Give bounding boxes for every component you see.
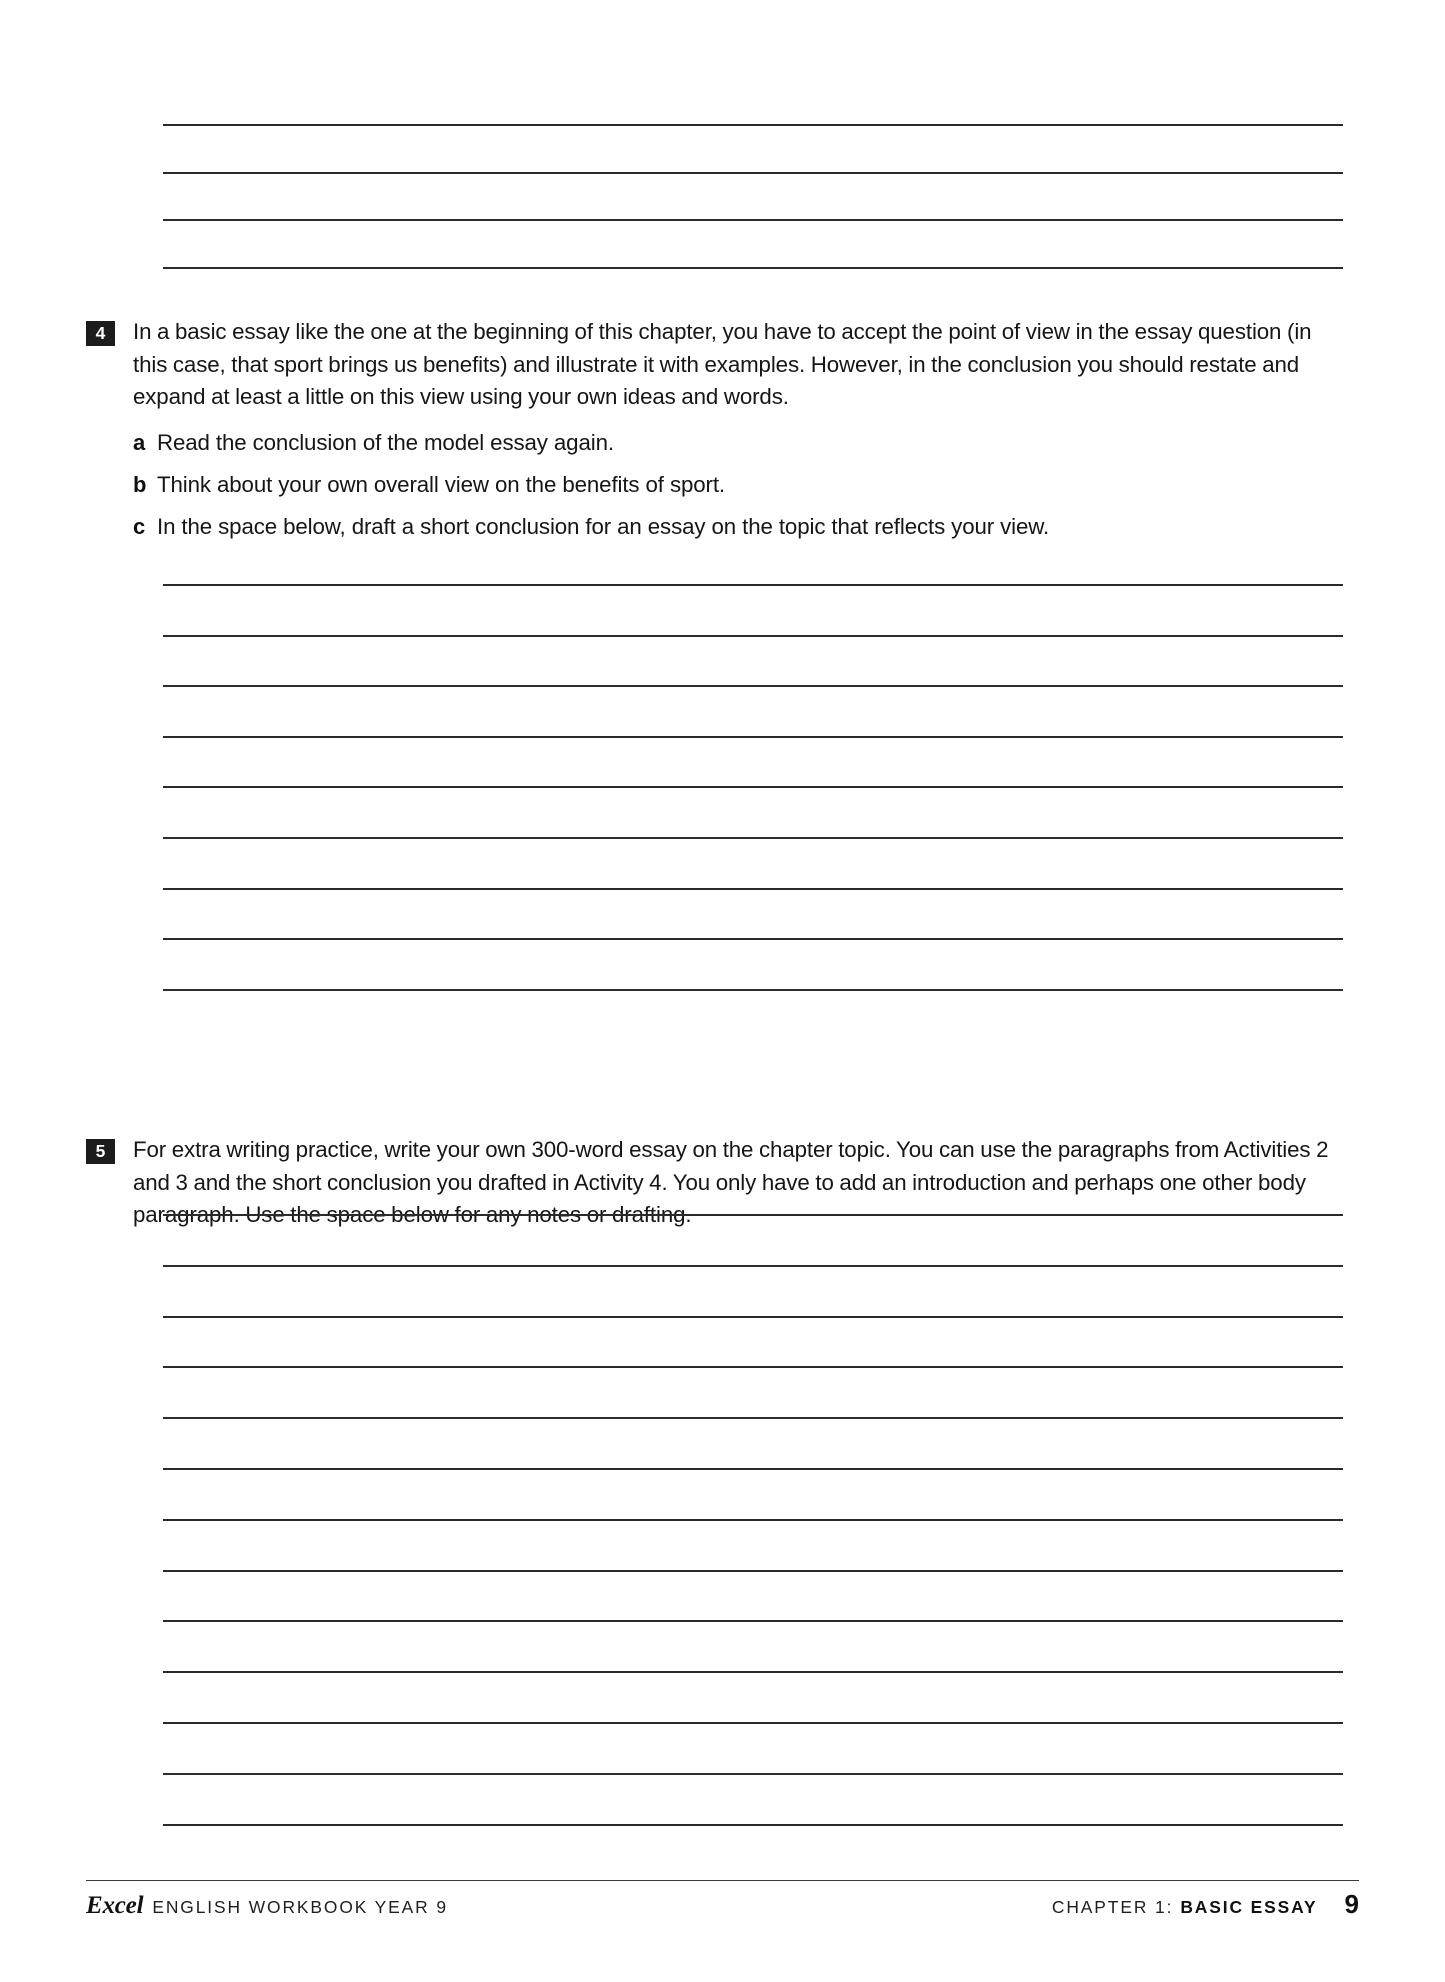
answer-line[interactable] [163, 1824, 1343, 1826]
subitem-letter: c [133, 513, 146, 539]
subitem-text: In the space below, draft a short conclusion for an essay on the topic that reflects your view. [157, 513, 1050, 539]
answer-line[interactable] [163, 1570, 1343, 1572]
activity-number-badge: 4 [86, 321, 115, 346]
footer-content [86, 1889, 1359, 1920]
list-item [133, 511, 1343, 542]
answer-line[interactable] [163, 1316, 1343, 1318]
answer-line[interactable] [163, 267, 1343, 269]
series-title: ENGLISH WORKBOOK YEAR 9 [152, 1897, 448, 1917]
answer-line[interactable] [163, 1519, 1343, 1521]
activity-4-instruction: In a basic essay like the one at the beginning of this chapter, you have to accept the point of view in the essay question (in this case, that sport brings us benefits) and illustrate it with examples. However, in the conclusion you should restate and expand at least a little on this view using your own ideas and words. [133, 319, 1312, 410]
list-item [133, 469, 1343, 500]
footer-divider [86, 1880, 1359, 1881]
answer-lines-activity-5[interactable] [163, 1214, 1343, 1874]
page-footer [86, 1880, 1359, 1940]
answer-line[interactable] [163, 786, 1343, 788]
answer-line[interactable] [163, 635, 1343, 637]
activity-4-header [86, 316, 1343, 414]
answer-line[interactable] [163, 584, 1343, 586]
activity-number-badge: 5 [86, 1139, 115, 1164]
brand-logo: Excel [86, 1892, 144, 1919]
answer-line[interactable] [163, 989, 1343, 991]
activity-5-instruction: For extra writing practice, write your own 300-word essay on the chapter topic. You can use the paragraphs from Activities 2 and 3 and the short conclusion you drafted in Activity 4. You only have to add an introduction and perhaps one other body paragraph. Use the space below for any notes or drafting. [133, 1137, 1329, 1228]
subitem-letter: a [133, 429, 146, 455]
footer-left [86, 1892, 448, 1920]
activity-4 [86, 316, 1343, 542]
answer-line[interactable] [163, 736, 1343, 738]
answer-line[interactable] [163, 938, 1343, 940]
answer-line[interactable] [163, 1722, 1343, 1724]
answer-lines-activity-4c[interactable] [163, 584, 1343, 1039]
answer-line[interactable] [163, 1366, 1343, 1368]
chapter-title: BASIC ESSAY [1180, 1897, 1318, 1917]
answer-line[interactable] [163, 1214, 1343, 1216]
list-item [133, 427, 1343, 458]
page-number: 9 [1344, 1889, 1359, 1919]
answer-line[interactable] [163, 888, 1343, 890]
answer-lines-top [163, 124, 1343, 314]
answer-line[interactable] [163, 837, 1343, 839]
answer-line[interactable] [163, 124, 1343, 126]
answer-line[interactable] [163, 1265, 1343, 1267]
subitem-text: Think about your own overall view on the benefits of sport. [157, 471, 726, 497]
answer-line[interactable] [163, 1468, 1343, 1470]
activity-4-subitems [133, 427, 1343, 542]
subitem-text: Read the conclusion of the model essay again. [157, 429, 614, 455]
answer-line[interactable] [163, 1773, 1343, 1775]
answer-line[interactable] [163, 219, 1343, 221]
answer-line[interactable] [163, 1671, 1343, 1673]
answer-line[interactable] [163, 685, 1343, 687]
answer-line[interactable] [163, 1417, 1343, 1419]
chapter-label: CHAPTER 1: [1051, 1897, 1174, 1917]
answer-line[interactable] [163, 172, 1343, 174]
footer-right [1052, 1889, 1359, 1920]
answer-line[interactable] [163, 1620, 1343, 1622]
subitem-letter: b [133, 471, 147, 497]
